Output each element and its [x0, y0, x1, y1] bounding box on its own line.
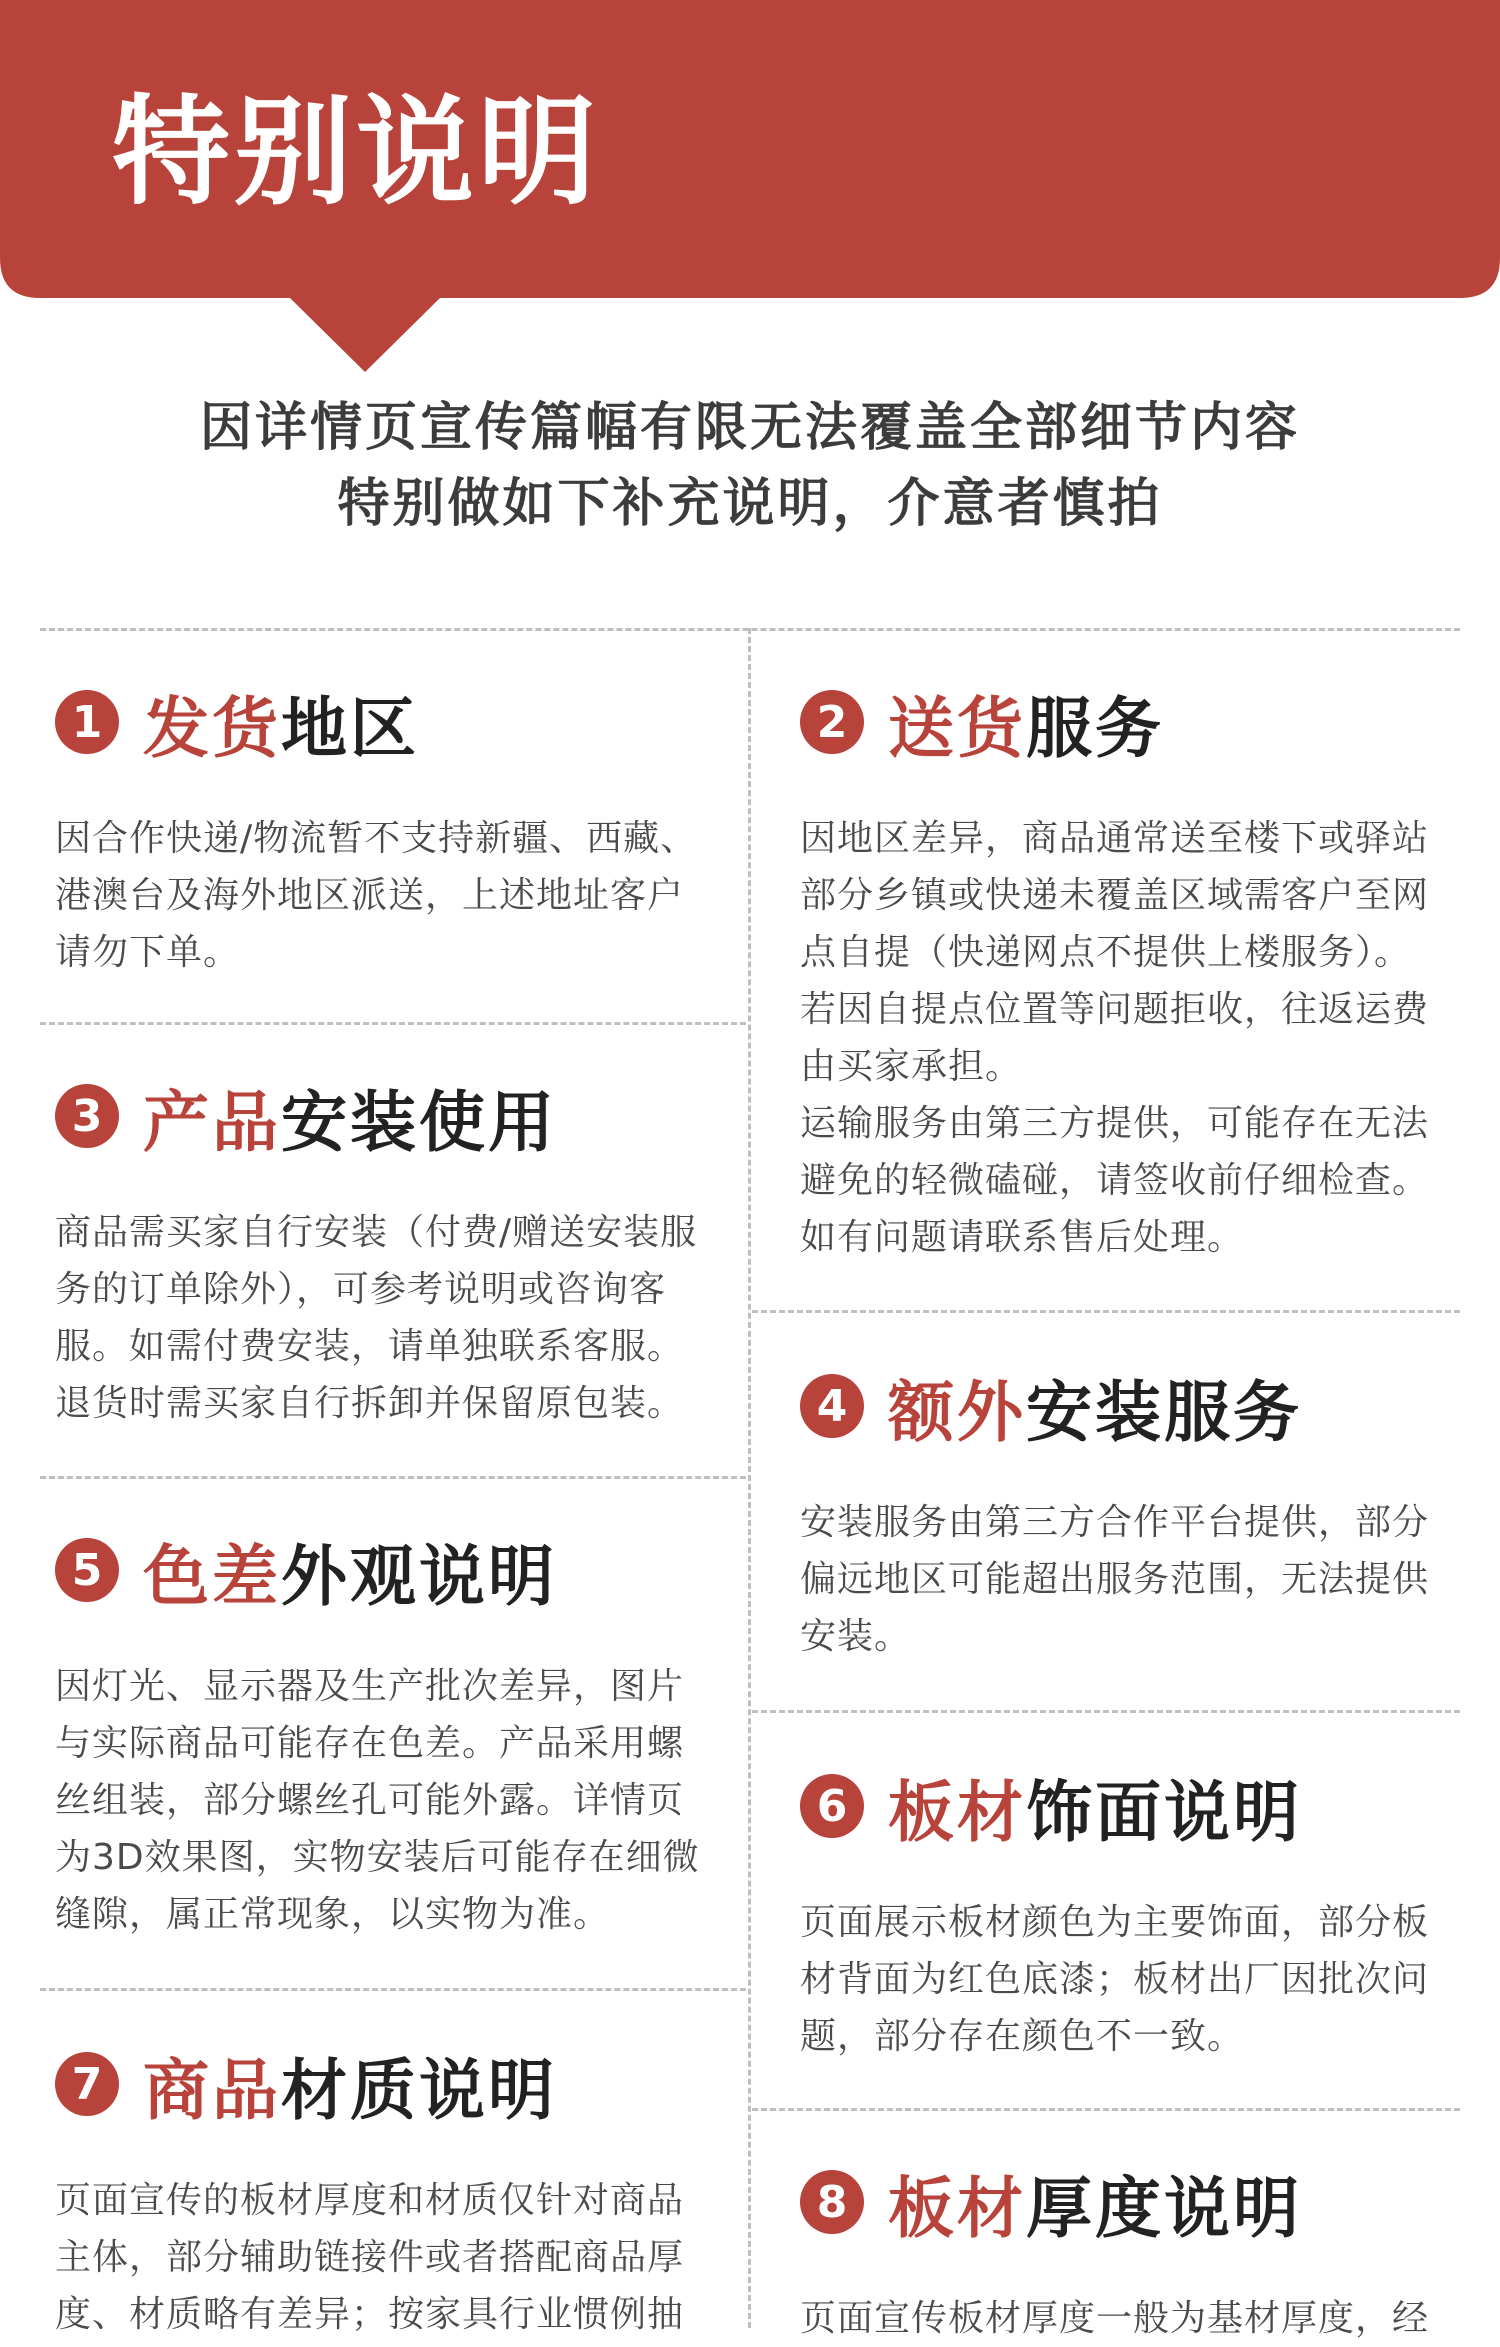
body-line: 缝隙，属正常现象，以实物为准。 — [55, 1894, 611, 1935]
body-line: 材背面为红色底漆；板材出厂因批次问 — [800, 1959, 1430, 2000]
section-title-highlight: 送货 — [888, 689, 1026, 767]
body-line: 因合作快递/物流暂不支持新疆、西藏、 — [55, 818, 698, 859]
section-title-highlight: 额外 — [888, 1373, 1026, 1451]
section-header — [55, 2034, 735, 2134]
section-color-appearance — [55, 1520, 735, 1943]
section-product-installation — [55, 1066, 735, 1432]
body-line: 度、材质略有差异；按家具行业惯例抽 — [55, 2294, 685, 2335]
section-title-highlight: 板材 — [888, 1773, 1026, 1851]
intro-line-2: 特别做如下补充说明，介意者慎拍 — [337, 474, 1163, 534]
section-number-badge: 1 — [55, 690, 119, 754]
section-title-rest: 地区 — [281, 689, 419, 767]
section-title-rest: 安装服务 — [1026, 1373, 1302, 1451]
body-line: 由买家承担。 — [800, 1046, 1023, 1087]
body-line: 务的订单除外），可参考说明或咨询客 — [55, 1269, 667, 1310]
body-line: 因灯光、显示器及生产批次差异，图片 — [55, 1666, 685, 1707]
section-title — [143, 1069, 557, 1164]
body-line: 服。如需付费安装，请单独联系客服。 — [55, 1326, 685, 1367]
divider-left-2 — [40, 1476, 746, 1479]
body-line: 偏远地区可能超出服务范围，无法提供 — [800, 1559, 1430, 1600]
section-header — [800, 2152, 1460, 2252]
divider-right-3 — [752, 2108, 1460, 2111]
intro-text — [0, 390, 1500, 542]
section-title — [143, 1523, 557, 1618]
section-title-highlight: 产品 — [143, 1083, 281, 1161]
header-banner — [0, 0, 1500, 380]
section-header — [800, 1356, 1460, 1456]
divider-center — [748, 628, 751, 2328]
section-title-rest: 安装使用 — [281, 1083, 557, 1161]
body-line: 页面宣传的板材厚度和材质仅针对商品 — [55, 2180, 685, 2221]
section-board-finish — [800, 1756, 1460, 2065]
body-line: 页面展示板材颜色为主要饰面，部分板 — [800, 1902, 1430, 1943]
divider-right-2 — [752, 1710, 1460, 1713]
section-number-badge: 7 — [55, 2052, 119, 2116]
section-title — [143, 2037, 557, 2132]
section-title-rest: 厚度说明 — [1026, 2169, 1302, 2247]
section-body — [800, 810, 1460, 1266]
section-title-rest: 材质说明 — [281, 2051, 557, 2129]
section-title-highlight: 色差 — [143, 1537, 281, 1615]
section-header — [800, 672, 1460, 772]
section-title — [888, 675, 1164, 770]
section-title-highlight: 发货 — [143, 689, 281, 767]
section-number-badge: 3 — [55, 1084, 119, 1148]
section-header — [55, 1066, 735, 1166]
divider-right-1 — [752, 1310, 1460, 1313]
section-body — [55, 810, 735, 981]
body-line: 部分乡镇或快递未覆盖区域需客户至网 — [800, 875, 1430, 916]
section-number-badge: 6 — [800, 1774, 864, 1838]
body-line: 港澳台及海外地区派送，上述地址客户 — [55, 875, 685, 916]
section-shipping-region — [55, 672, 735, 981]
section-board-thickness — [800, 2152, 1460, 2347]
section-extra-installation — [800, 1356, 1460, 1665]
intro-line-1: 因详情页宣传篇幅有限无法覆盖全部细节内容 — [199, 398, 1300, 458]
section-body — [800, 1894, 1460, 2065]
section-title — [888, 1759, 1302, 1854]
body-line: 与实际商品可能存在色差。产品采用螺 — [55, 1723, 685, 1764]
section-number-badge: 4 — [800, 1374, 864, 1438]
section-number-badge: 2 — [800, 690, 864, 754]
body-line: 丝组装，部分螺丝孔可能外露。详情页 — [55, 1780, 685, 1821]
body-line: 安装。 — [800, 1616, 912, 1657]
body-line: 退货时需买家自行拆卸并保留原包装。 — [55, 1383, 685, 1424]
section-title — [888, 1359, 1302, 1454]
section-body — [800, 1494, 1460, 1665]
body-line: 点自提（快递网点不提供上楼服务）。 — [800, 932, 1412, 973]
body-line: 运输服务由第三方提供，可能存在无法 — [800, 1103, 1430, 1144]
body-line: 为3D效果图，实物安装后可能存在细微 — [55, 1837, 700, 1878]
section-title — [143, 675, 419, 770]
divider-left-3 — [40, 1988, 746, 1991]
body-line: 若因自提点位置等问题拒收，往返运费 — [800, 989, 1430, 1030]
body-line: 避免的轻微磕碰，请签收前仔细检查。 — [800, 1160, 1430, 1201]
section-title — [888, 2155, 1302, 2250]
body-line: 商品需买家自行安装（付费/赠送安装服 — [55, 1212, 698, 1253]
section-number-badge: 8 — [800, 2170, 864, 2234]
body-line: 因地区差异，商品通常送至楼下或驿站 — [800, 818, 1430, 859]
section-title-rest: 饰面说明 — [1026, 1773, 1302, 1851]
divider-left-1 — [40, 1022, 746, 1025]
section-header — [55, 672, 735, 772]
section-body — [55, 1658, 735, 1943]
body-line: 题，部分存在颜色不一致。 — [800, 2016, 1245, 2057]
section-title-highlight: 商品 — [143, 2051, 281, 2129]
section-delivery-service — [800, 672, 1460, 1266]
section-number-badge: 5 — [55, 1538, 119, 1602]
section-body — [55, 2172, 735, 2343]
section-header — [800, 1756, 1460, 1856]
section-body — [800, 2290, 1460, 2347]
section-body — [55, 1204, 735, 1432]
body-line: 如有问题请联系售后处理。 — [800, 1217, 1245, 1258]
section-title-rest: 服务 — [1026, 689, 1164, 767]
body-line: 请勿下单。 — [55, 932, 241, 973]
section-header — [55, 1520, 735, 1620]
body-line: 页面宣传板材厚度一般为基材厚度，经 — [800, 2298, 1430, 2339]
section-material — [55, 2034, 735, 2343]
page-title: 特别说明 — [112, 83, 601, 221]
section-title-rest: 外观说明 — [281, 1537, 557, 1615]
body-line: 主体，部分辅助链接件或者搭配商品厚 — [55, 2237, 685, 2278]
body-line: 安装服务由第三方合作平台提供，部分 — [800, 1502, 1430, 1543]
section-title-highlight: 板材 — [888, 2169, 1026, 2247]
